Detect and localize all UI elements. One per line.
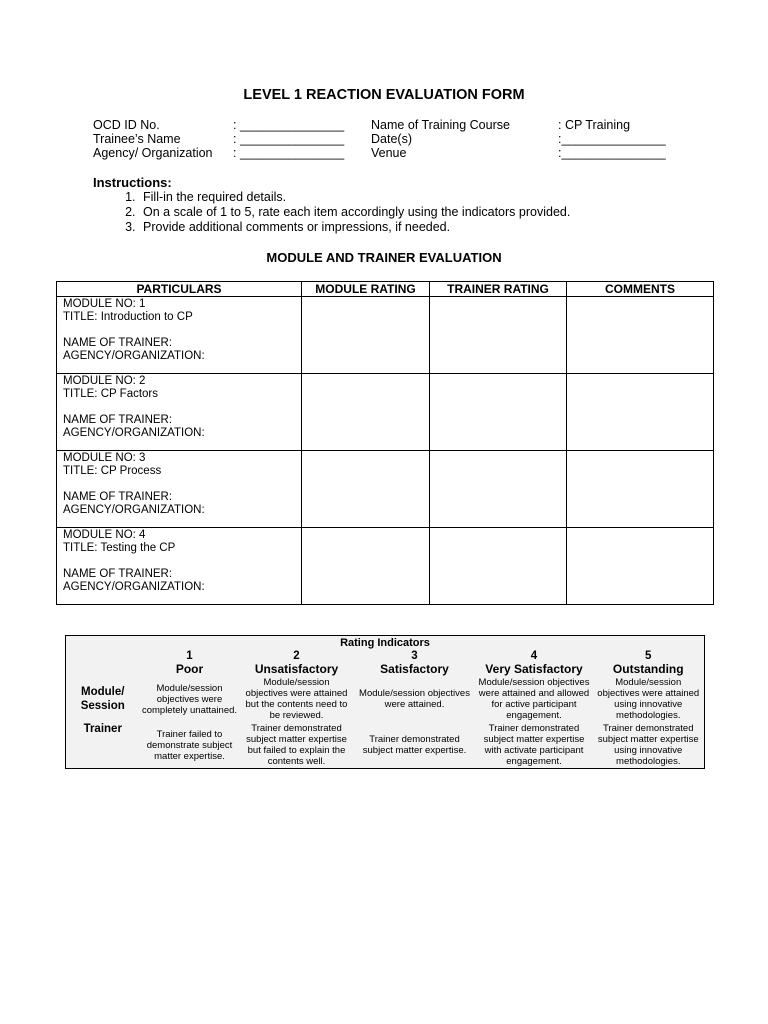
header-row-trainee	[93, 132, 666, 146]
comments-cell[interactable]	[567, 528, 714, 605]
particulars-cell	[57, 451, 302, 528]
header-row-agency	[93, 146, 666, 160]
trainee-name-field[interactable]: : _______________	[233, 132, 345, 146]
indicator-description: Module/session objectives were completely unattained.	[141, 682, 238, 716]
training-course-label: Name of Training Course	[371, 118, 510, 132]
instructions	[93, 175, 570, 235]
instruction-item: 1. Fill-in the required details.	[139, 190, 570, 205]
rating-indicators-title-row	[66, 636, 705, 651]
particulars-cell	[57, 528, 302, 605]
dates-field[interactable]: :_______________	[558, 132, 666, 146]
module-rating-cell[interactable]	[302, 528, 430, 605]
agency-organization-label: AGENCY/ORGANIZATION:	[63, 504, 205, 516]
module-session-row-label: Module/ Session	[80, 686, 125, 712]
instruction-item: 2. On a scale of 1 to 5, rate each item accordingly using the indicators provided.	[139, 205, 570, 220]
rating-label: Satisfactory	[380, 662, 449, 676]
table-row	[57, 528, 714, 605]
comments-cell[interactable]	[567, 374, 714, 451]
instruction-item: 3. Provide additional comments or impressions, if needed.	[139, 220, 570, 235]
agency-organization-label: AGENCY/ORGANIZATION:	[63, 350, 205, 362]
indicator-description: Trainer demonstrated subject matter expertise but failed to explain the contents well.	[246, 723, 347, 767]
trainee-name-label: Trainee’s Name	[93, 132, 181, 146]
comments-cell[interactable]	[567, 297, 714, 374]
table-row	[57, 451, 714, 528]
module-rating-cell[interactable]	[302, 374, 430, 451]
rating-number: 1	[186, 650, 193, 662]
module-title: TITLE: CP Process	[63, 465, 162, 477]
trainer-rating-header: TRAINER RATING	[430, 282, 567, 297]
comments-cell[interactable]	[567, 451, 714, 528]
module-indicator-row	[66, 676, 705, 722]
trainer-rating-cell[interactable]	[430, 297, 567, 374]
particulars-header: PARTICULARS	[57, 282, 302, 297]
module-number: MODULE NO: 1	[63, 298, 146, 310]
rating-label: Unsatisfactory	[254, 662, 339, 676]
table-row	[57, 297, 714, 374]
venue-label: Venue	[371, 146, 407, 160]
module-title: TITLE: CP Factors	[63, 388, 159, 400]
agency-organization-label: AGENCY/ORGANIZATION:	[63, 581, 205, 593]
table-row	[57, 374, 714, 451]
instructions-heading: Instructions:	[93, 175, 172, 190]
trainer-row-label: Trainer	[83, 723, 122, 735]
indicator-description: Module/session objectives were attained.	[359, 688, 470, 710]
trainer-name-label: NAME OF TRAINER:	[63, 568, 173, 580]
dates-label: Date(s)	[371, 132, 412, 146]
indicator-description: Trainer failed to demonstrate subject matter expertise.	[146, 728, 233, 762]
ocd-id-field[interactable]: : _______________	[233, 118, 345, 132]
rating-label: Poor	[175, 662, 204, 676]
trainer-name-label: NAME OF TRAINER:	[63, 491, 173, 503]
form-title: LEVEL 1 REACTION EVALUATION FORM	[243, 87, 525, 103]
indicator-description: Trainer demonstrated subject matter expertise with activate participant engagement.	[483, 723, 585, 767]
module-rating-cell[interactable]	[302, 297, 430, 374]
instructions-list	[93, 190, 570, 235]
training-course-field[interactable]: : CP Training	[558, 118, 631, 132]
indicator-description: Trainer demonstrated subject matter expertise.	[362, 734, 467, 756]
indicator-description: Module/session objectives were attained but the contents need to be reviewed.	[245, 677, 348, 721]
trainer-rating-cell[interactable]	[430, 374, 567, 451]
rating-label: Very Satisfactory	[485, 662, 583, 676]
trainer-rating-cell[interactable]	[430, 528, 567, 605]
agency-field[interactable]: : _______________	[233, 146, 345, 160]
agency-organization-label: AGENCY/ORGANIZATION:	[63, 427, 205, 439]
comments-header: COMMENTS	[567, 282, 714, 297]
agency-label: Agency/ Organization	[93, 146, 213, 160]
rating-label-row	[66, 662, 705, 676]
indicator-description: Module/session objectives were attained using innovative methodologies.	[597, 677, 700, 721]
indicator-description: Trainer demonstrated subject matter expertise using innovative methodologies.	[597, 723, 699, 767]
venue-field[interactable]: :_______________	[558, 146, 666, 160]
particulars-cell	[57, 374, 302, 451]
particulars-cell	[57, 297, 302, 374]
rating-number-row	[66, 650, 705, 662]
rating-indicators-table	[65, 635, 705, 769]
header-fields	[93, 118, 666, 160]
rating-indicators-title: Rating Indicators	[340, 637, 430, 649]
evaluation-header-row	[57, 282, 714, 297]
evaluation-table	[56, 281, 714, 605]
trainer-name-label: NAME OF TRAINER:	[63, 337, 173, 349]
rating-number: 4	[530, 650, 538, 662]
module-rating-cell[interactable]	[302, 451, 430, 528]
trainer-name-label: NAME OF TRAINER:	[63, 414, 173, 426]
trainer-rating-cell[interactable]	[430, 451, 567, 528]
module-number: MODULE NO: 4	[63, 529, 146, 541]
ocd-id-label: OCD ID No.	[93, 118, 160, 132]
rating-label: Outstanding	[612, 662, 684, 676]
section-title: MODULE AND TRAINER EVALUATION	[266, 250, 502, 265]
trainer-indicator-row	[66, 722, 705, 769]
module-title: TITLE: Introduction to CP	[63, 311, 193, 323]
rating-number: 2	[293, 650, 300, 662]
indicator-description: Module/session objectives were attained and allowed for active participant engagement.	[478, 677, 590, 721]
module-number: MODULE NO: 2	[63, 375, 146, 387]
header-row-ocd-id	[93, 118, 666, 132]
module-rating-header: MODULE RATING	[302, 282, 430, 297]
rating-number: 5	[645, 650, 652, 662]
module-number: MODULE NO: 3	[63, 452, 146, 464]
rating-number: 3	[411, 650, 418, 662]
module-title: TITLE: Testing the CP	[63, 542, 176, 554]
